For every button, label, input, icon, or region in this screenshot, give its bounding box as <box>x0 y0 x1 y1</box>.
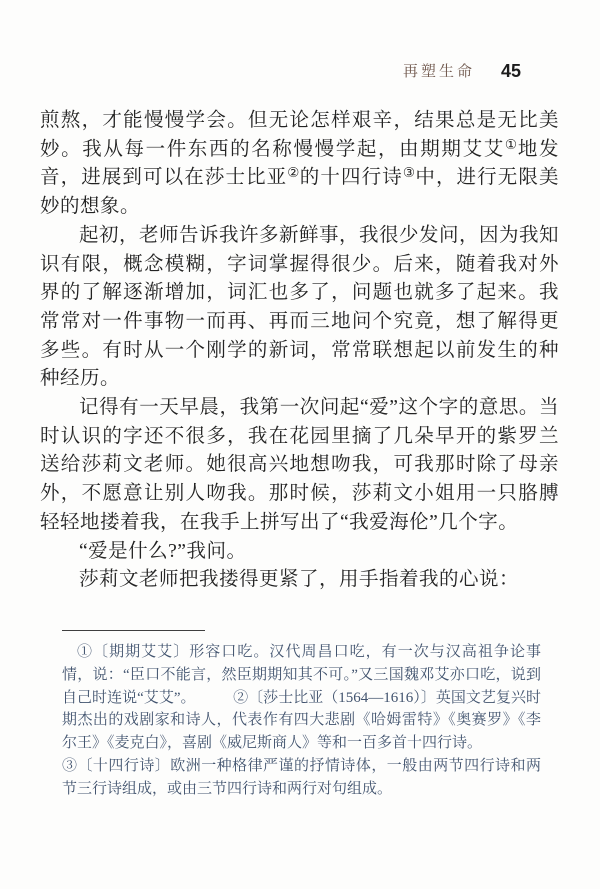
page-header <box>0 60 521 82</box>
running-title: 再塑生命 <box>402 64 475 80</box>
body-paragraph: 莎莉文老师把我搂得更紧了，用手指着我的心说： <box>79 569 520 591</box>
footnote-divider <box>62 630 205 631</box>
footnote: ①〔期期艾艾〕形容口吃。汉代周昌口吃，有一次与汉高祖争论事情，说：“臣口不能言，然臣期期知其不可。”又三国魏邓艾亦口吃，说到自己时连说“艾艾”。 ②〔莎士比亚（1564—1616）〕英国文艺复兴时期杰出的戏剧家和诗人，代表作有四大悲剧《哈姆雷特》《奥赛罗》《李尔王》《麦克白》，喜剧《威尼斯商人》等和一百多首十四行诗。 <box>62 644 541 752</box>
body-paragraph: 起初，老师告诉我许多新鲜事，我很少发问，因为我知识有限，概念模糊，字词掌握得很少。后来，随着我对外界的了解逐渐增加，词汇也多了，问题也就多了起来。我常常对一件事物一而再、再而三地问个究竟，想了解得更多些。有时从一个刚学的新词，常常联想起以前发生的种种经历。 <box>40 224 560 390</box>
body-text <box>40 107 559 595</box>
body-paragraph: 煎熬，才能慢慢学会。但无论怎样艰辛，结果总是无比美妙。我从每一件东西的名称慢慢学起，由期期艾艾①地发音，进展到可以在莎士比亚②的十四行诗③中，进行无限美妙的想象。 <box>40 110 559 218</box>
page-number: 45 <box>500 61 521 81</box>
footnote: ③〔十四行诗〕欧洲一种格律严谨的抒情诗体，一般由两节四行诗和两节三行诗组成，或由三节四行诗和两行对句组成。 <box>62 757 541 797</box>
footnotes-section <box>62 641 541 801</box>
body-paragraph: “爱是什么?”我问。 <box>79 540 247 562</box>
body-paragraph: 记得有一天早晨，我第一次问起“爱”这个字的意思。当时认识的字还不很多，我在花园里摘了几朵早开的紫罗兰送给莎莉文老师。她很高兴地想吻我，可我那时除了母亲外，不愿意让别人吻我。那时候，莎莉文小姐用一只胳膊轻轻地搂着我，在我手上拼写出了“我爱海伦”几个字。 <box>40 397 559 533</box>
